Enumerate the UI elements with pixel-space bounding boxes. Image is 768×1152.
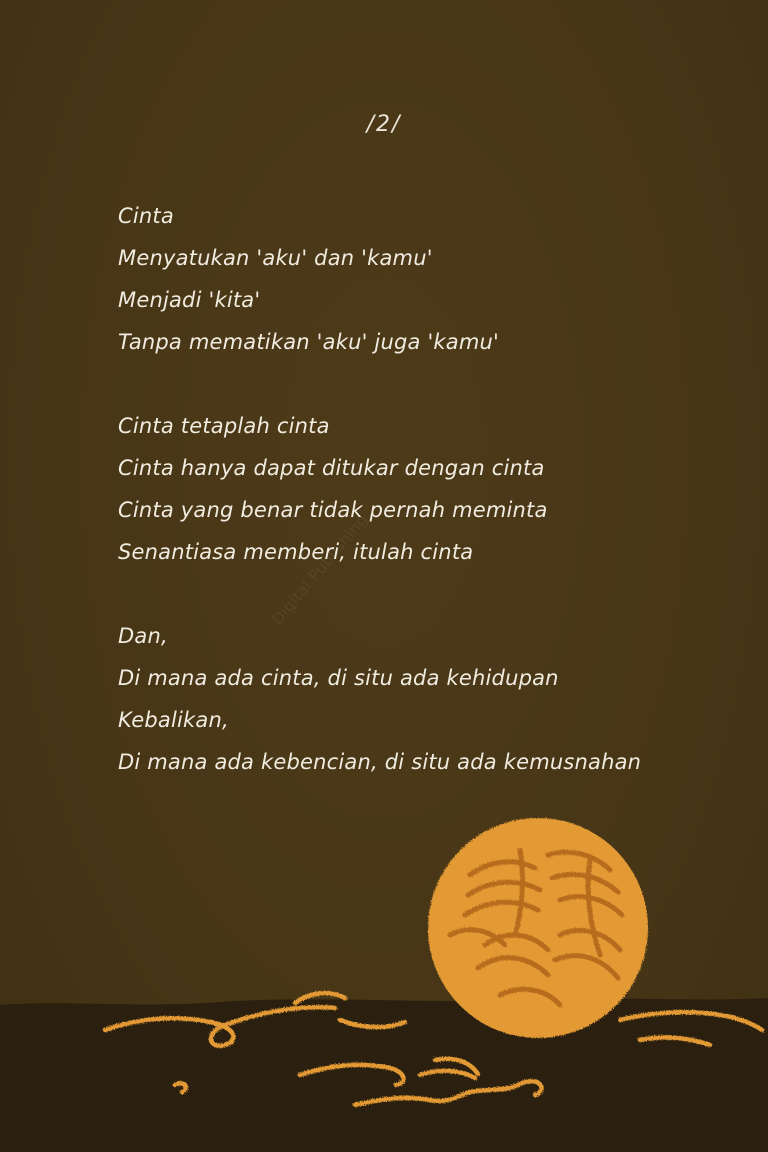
poem-line: Di mana ada cinta, di situ ada kehidupan bbox=[118, 666, 559, 690]
poem-line: Di mana ada kebencian, di situ ada kemusnahan bbox=[118, 750, 642, 774]
ground-shape bbox=[0, 998, 768, 1152]
poem-line: Menyatukan 'aku' dan 'kamu' bbox=[118, 246, 433, 270]
poem-line: Kebalikan, bbox=[118, 708, 229, 732]
poem-line: Cinta bbox=[118, 204, 174, 228]
yarn-ball bbox=[428, 818, 648, 1038]
poem-line: Cinta hanya dapat ditukar dengan cinta bbox=[118, 456, 545, 480]
poem-line: Dan, bbox=[118, 624, 168, 648]
watermark: Digital Publishing bbox=[267, 510, 372, 629]
poem-line: Cinta yang benar tidak pernah meminta bbox=[118, 498, 548, 522]
poem-line: Tanpa mematikan 'aku' juga 'kamu' bbox=[118, 330, 499, 354]
poem-line: Senantiasa memberi, itulah cinta bbox=[118, 540, 474, 564]
page-number: /2/ bbox=[366, 112, 402, 137]
poem-line: Menjadi 'kita' bbox=[118, 288, 261, 312]
poem-line: Cinta tetaplah cinta bbox=[118, 414, 330, 438]
